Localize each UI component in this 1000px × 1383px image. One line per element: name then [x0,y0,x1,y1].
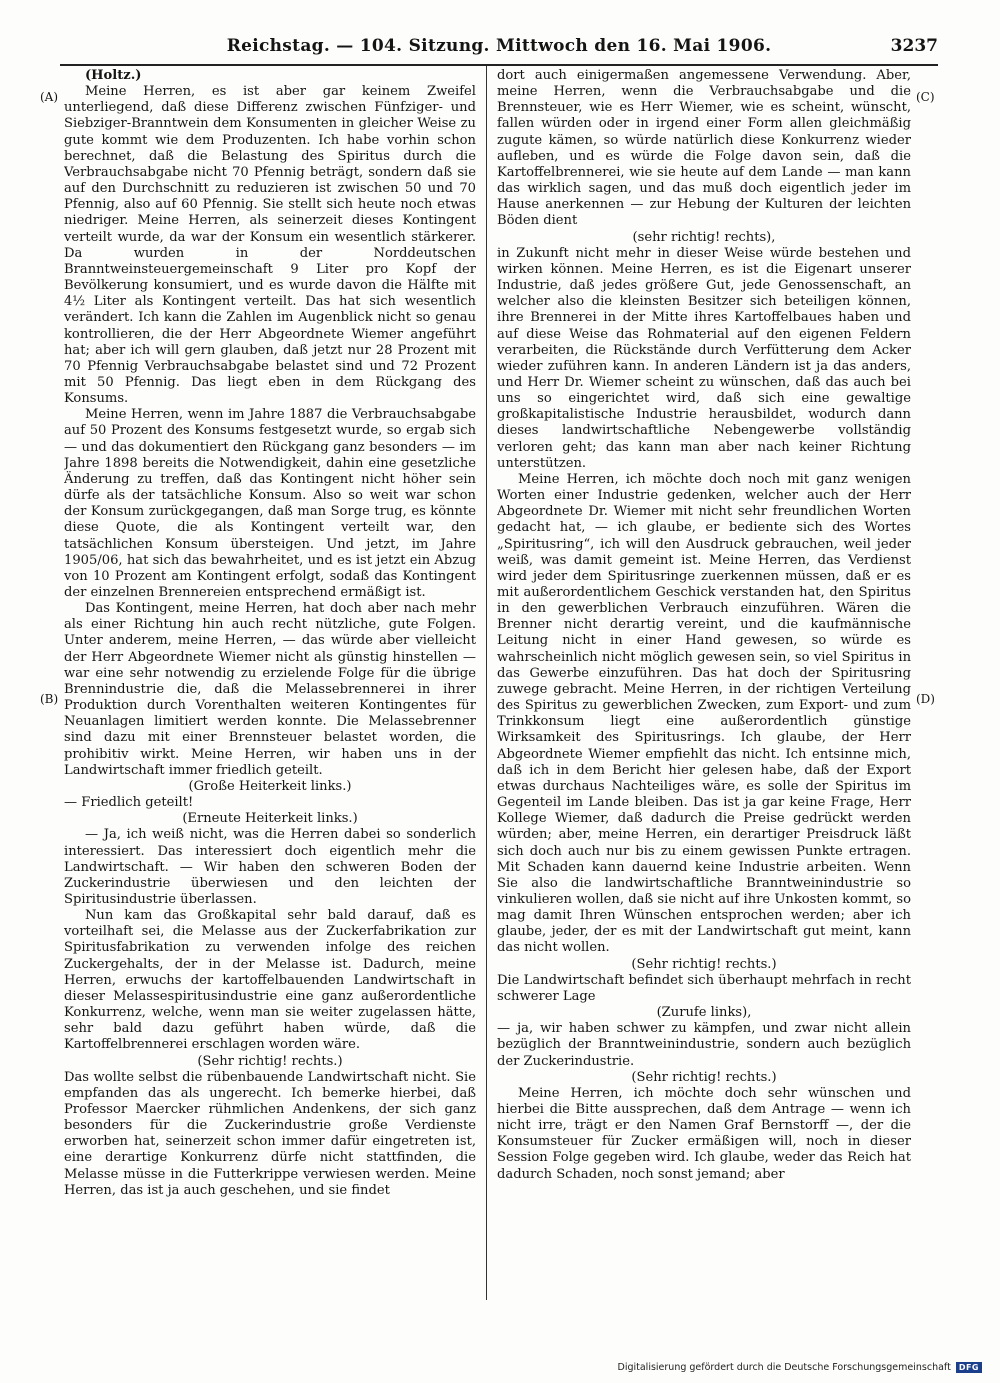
speaker-name: (Holtz.) [84,68,142,83]
margin-mark-c: (C) [916,90,935,104]
running-title: Reichstag. — 104. Sitzung. Mittwoch den 16. Mai 1906. [226,36,772,56]
paragraph: Das Kontingent, meine Herren, hat doch aber nach mehr als einer Richtung hin auch recht nützliche, gute Folgen. Unter anderem, meine Herren, — das würde aber vielleicht der Herr Abgeordnete Wiemer nicht als günstig hinstellen — war eine sehr notwendig zu erzielende Folge für die übrige Brennindustrie die, daß die Melassebrennerei in ihrer Produktion durch Vorenthalten weiteren Kontingentes für Neuanlagen limitiert werden konnte. Die Melassebrenner sind dazu mit einer Brennsteuer belastet worden, die prohibitiv wirkt. Meine Herren, wir haben uns in der Landwirtschaft immer friedlich geteilt. [64,601,476,778]
margin-mark-b: (B) [40,692,59,706]
paragraph: Meine Herren, es ist aber gar keinem Zweifel unterliegend, daß diese Differenz zwischen Fünfziger- und Siebziger-Branntwein dem Konsumenten in gleicher Weise zu gute kommt wie dem Produzenten. Ich habe vorhin schon berechnet, daß die Belastung des Spiritus durch die Verbrauchsabgabe nicht 70 Pfennig beträgt, sondern daß sie auf den Durchschnitt zu reduzieren ist zwischen 50 und 70 Pfennig, also auf 60 Pfennig. Sie stellt sich heute noch etwas niedriger. Meine Herren, als seinerzeit dieses Kontingent verteilt wurde, da war der Konsum ein wesentlich stärkerer. Da wurden in der Norddeutschen Branntweinsteuergemeinschaft 9 Liter pro Kopf der Bevölkerung konsumiert, und es wurde davon die Hälfte mit 4½ Liter als Kontingent verteilt. Das hat sich wesentlich verändert. Ich kann die Zahlen im Augenblick nicht so genau kontrollieren, die der Herr Abgeordnete Wiemer angeführt hat; aber ich will gern glauben, daß jetzt nur 28 Prozent mit 70 Pfennig Verbrauchsabgabe belastet sind und 72 Prozent mit 50 Pfennig. Das liegt eben in dem Rückgang des Konsums. [64,84,476,407]
paragraph: Meine Herren, ich möchte doch sehr wünschen und hierbei die Bitte aussprechen, daß dem Antrage — wenn ich nicht irre, trägt er den Namen Graf Bernstorff —, der die Konsumsteuer für Zucker ermäßigen will, noch in dieser Session Folge gegeben wird. Ich glaube, weder das Reich hat dadurch Schaden, noch sonst jemand; aber [497,1085,911,1182]
column-divider [486,66,487,1300]
funding-note: Digitalisierung gefördert durch die Deutsche Forschungsgemeinschaft [617,1362,951,1373]
margin-mark-d: (D) [916,692,935,706]
paragraph: Meine Herren, ich möchte doch noch mit ganz wenigen Worten einer Industrie gedenken, welcher auch der Herr Abgeordnete Dr. Wiemer mit nicht sehr freundlichen Worten gedacht hat, — ich glaube, er bediente sich des Wortes „Spiritusring“, ich will den Ausdruck gebrauchen, weil jeder weiß, was damit gemeint ist. Meine Herren, das Verdienst wird jeder dem Spiritusringe zuerkennen müssen, daß er es mit außerordentlichem Geschick verstanden hat, den Spiritus in den gewerblichen Verbrauch einzuführen. Wären die Brenner nicht derartig vereint, und die kaufmännische Leitung nicht in einer Hand gewesen, so würde es wahrscheinlich nicht möglich gewesen sein, so viel Spiritus in das Gewerbe einzuführen. Das hat doch der Spiritusring zuwege gebracht. Meine Herren, in der richtigen Verteilung des Spiritus zu gewerblichen Zwecken, zum Export- und zum Trinkkonsum liegt eine außerordentlich günstige Wirksamkeit des Spiritusrings. Ich glaube, der Herr Abgeordnete Wiemer empfiehlt das nicht. Ich entsinne mich, daß ich in dem Bericht hier gelesen habe, daß der Export etwas durchaus Nachteiliges wäre, es solle der Spiritus im Gegenteil im Lande bleiben. Das ist ja gar keine Frage, Herr Kollege Wiemer, daß dadurch die Preise gedrückt werden würden; aber, meine Herren, ein derartiger Preisdruck läßt sich doch auch nur bis zu einem gewissen Punkte ertragen. Mit Schaden kann dauernd keine Industrie arbeiten. Wenn Sie also die landwirtschaftliche Branntweinindustrie so vinkulieren wollen, daß sie nicht auf ihre Unkosten kommt, so mag damit Ihren Wünschen entsprochen werden; aber ich glaube, jeder, der es mit der Landwirtschaft gut meint, kann das nicht wollen. [497,471,911,956]
paragraph: dort auch einigermaßen angemessene Verwendung. Aber, meine Herren, wenn die Verbrauchsabgabe und die Brennsteuer, wie es Herr Wiemer, wie es scheint, wünscht, fallen würden oder in irgend einer Form allen gleichmäßig zugute kämen, so würde natürlich diese Konkurrenz wieder aufleben, und es würde die Folge davon sein, daß die Kartoffelbrennerei, wie sie heute auf dem Lande — man kann das wirklich sagen, und das muß doch eigentlich jeder im Hause anerkennen — zur Hebung der Kulturen der leichten Böden dient [497,68,911,229]
interjection: (Sehr richtig! rechts.) [631,1069,777,1085]
page-number: 3237 [890,36,938,56]
paragraph: Nun kam das Großkapital sehr bald darauf, daß es vorteilhaft sei, die Melasse aus der Zuckerfabrikation zur Spiritusfabrikation zu verwenden infolge des reichen Zuckergehalts, der in der Melasse ist. Dadurch, meine Herren, erwuchs der kartoffelbauenden Landwirtschaft in dieser Melassespiritusindustrie eine ganz außerordentliche Konkurrenz, welche, wenn man sie weiter zugelassen hätte, sehr bald dazu geführt haben würde, daß die Kartoffelbrennerei erschlagen worden wäre. [64,908,476,1053]
right-column [497,68,911,1300]
interjection: (Erneute Heiterkeit links.) [182,811,358,827]
paragraph: Meine Herren, wenn im Jahre 1887 die Verbrauchsabgabe auf 50 Prozent des Konsums festgesetzt wurde, so ergab sich — und das dokumentiert den Rückgang ganz besonders — im Jahre 1898 bereits die Notwendigkeit, dahin eine gesetzliche Änderung zu treffen, daß das Kontingent nicht höher sein dürfe als der tatsächliche Konsum. Also so weit war schon der Konsum zurückgegangen, daß man Sorge trug, es könnte diese Quote, die als Kontingent verteilt war, den tatsächlichen Konsum übersteigen. Und jetzt, im Jahre 1905/06, hat sich das bewahrheitet, und es ist jetzt ein Abzug von 10 Prozent am Kontingent erfolgt, sodaß das Kontingent der einzelnen Brennereien entsprechend ermäßigt ist. [64,407,476,600]
funding-footer [618,1362,982,1373]
margin-mark-a: (A) [40,90,59,104]
interjection: (Sehr richtig! rechts.) [631,956,777,972]
paragraph: — ja, wir haben schwer zu kämpfen, und zwar nicht allein bezüglich der Branntweinindustrie, sondern auch bezüglich der Zuckerindustrie. [497,1021,911,1069]
interjection: (sehr richtig! rechts), [632,229,776,245]
running-header [60,34,938,66]
left-column [64,68,476,1300]
paragraph: — Ja, ich weiß nicht, was die Herren dabei so sonderlich interessiert. Das interessiert doch eigentlich mehr die Landwirtschaft. — Wir haben den schweren Boden der Zuckerindustrie überwiesen und den leichten der Spiritusindustrie überlassen. [64,827,476,907]
paragraph: Das wollte selbst die rübenbauende Landwirtschaft nicht. Sie empfanden das als ungerecht. Ich bemerke hierbei, daß Professor Maercker rühmlichen Andenkens, der sich ganz besonders für die Zuckerindustrie große Verdienste erworben hat, seinerzeit schon immer dafür eingetreten ist, eine derartige Konkurrenz dürfe nicht stattfinden, die Melasse müsse in die Futterkrippe verwiesen werden. Meine Herren, das ist ja auch geschehen, und sie findet [64,1069,476,1198]
interjection: (Große Heiterkeit links.) [188,778,352,794]
paragraph: Die Landwirtschaft befindet sich überhaupt mehrfach in recht schwerer Lage [497,972,911,1004]
interjection: (Sehr richtig! rechts.) [197,1053,343,1069]
interjection: (Zurufe links), [656,1005,752,1021]
paragraph: in Zukunft nicht mehr in dieser Weise würde bestehen und wirken können. Meine Herren, es ist die Eigenart unserer Industrie, daß jedes größere Gut, jede Genossenschaft, an welcher also die kleinsten Besitzer sich beteiligen können, ihre Brennerei in der Mitte ihres Kartoffelbaues haben und auf diese Weise das Rohmaterial auf den eigenen Feldern verarbeiten, die Rückstände durch Verfütterung dem Acker wieder zuführen kann. In anderen Ländern ist ja das anders, und Herr Dr. Wiemer scheint zu wünschen, daß das auch bei uns so eingerichtet wird, daß sich eine gewaltige großkapitalistische Industrie herausbildet, wodurch dann dieses landwirtschaftliche Nebengewerbe vollständig verloren geht; das kann man aber nach keiner Richtung unterstützen. [497,245,911,471]
paragraph: — Friedlich geteilt! [64,795,194,811]
dfg-logo: DFG [956,1362,982,1373]
